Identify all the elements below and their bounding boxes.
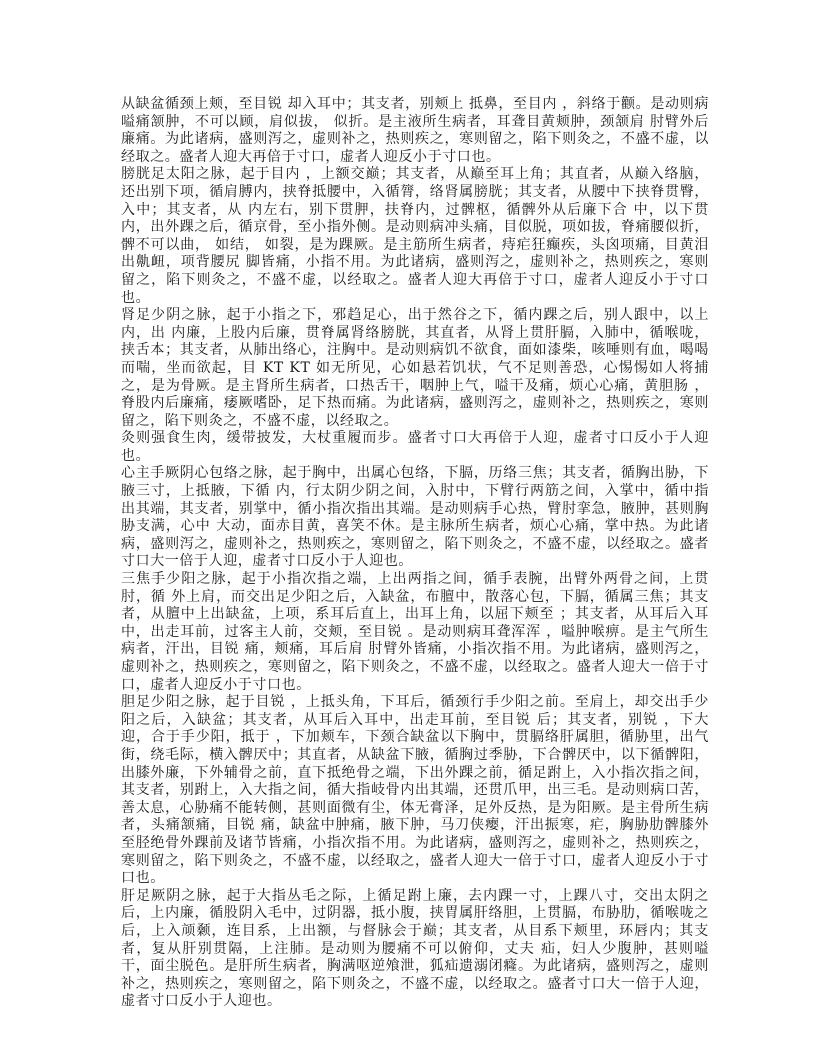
- paragraph-kidney-meridian: 肾足少阴之脉，起于小指之下，邪趋足心，出于然谷之下，循内踝之后，别人跟中，以上 内，出 内廉，上股内后廉，贯脊属肾络膀胱，其直者，从肾上贯肝膈，入肺中，循喉咙，挟舌本；其支者，从肺出络心，注胸中。是动则病饥不欲食，面如漆柴，咳唾则有血，喝喝而喘，坐而欲起，目 KT KT 如无所见，心如悬若饥状，气不足则善恐，心惕惕如人将捕之，是为骨厥。是主肾所生病者，口热舌干，咽肿上气，嗌干及痛，烦心心痛，黄胆肠 ，脊股内后廉痛，痿厥嗜卧，足下热而痛。为此诸病，盛则泻之，虚则补之，热则疾之，寒则留之，陷下则灸之，不盛不虚，以经取之。: [121, 307, 709, 429]
- document-page: [121, 96, 709, 1011]
- paragraph-pericardium-meridian: 心主手厥阴心包络之脉，起于胸中，出属心包络，下膈，历络三焦；其支者，循胸出胁，下腋三寸，上抵腋，下循 内，行太阴少阴之间，入肘中，下臂行两筋之间，入掌中，循中指出其端，其支者，别掌中，循小指次指出其端。是动则病手心热，臂肘挛急，腋肿，甚则胸胁支满，心中 大动，面赤目黄，喜笑不休。是主脉所生病者，烦心心痛，掌中热。为此诸病，盛则泻之，虚则补之，热则疾之，寒则留之，陷下则灸之，不盛不虚，以经取之。盛者寸口大一倍于人迎，虚者寸口反小于人迎也。: [121, 465, 709, 570]
- paragraph-bladder-meridian: 膀胱足太阳之脉，起于目内 ，上额交巅；其支者，从巅至耳上角；其直者，从巅入络脑，还出别下项，循肩膊内，挟脊抵腰中，入循膂，络肾属膀胱；其支者，从腰中下挟脊贯臀，入中；其支者，从 内左右，别下贯胛，扶脊内，过髀枢，循髀外从后廉下合 中，以下贯 内，出外踝之后，循京骨，至小指外侧。是动则病冲头痛，目似脱，项如拔，脊痛腰似折，髀不可以曲， 如结， 如裂，是为踝厥。是主筋所生病者，痔疟狂癫疾，头囟项痛，目黄泪出鼽衄，项背腰尻 脚皆痛，小指不用。为此诸病，盛则泻之，虚则补之，热则疾之，寒则留之，陷下则灸之，不盛不虚，以经取之。盛者人迎大再倍于寸口，虚者人迎反小于寸口也。: [121, 166, 709, 306]
- paragraph-small-intestine-meridian: 从缺盆循颈上颊，至目锐 却入耳中；其支者，别颊上 抵鼻，至目内 ，斜络于颧。是动则病嗌痛颔肿，不可以顾，肩似拔， 似折。是主液所生病者，耳聋目黄颊肿，颈颔肩 肘臂外后廉痛。为此诸病，盛则泻之，虚则补之，热则疾之，寒则留之，陷下则灸之，不盛不虚，以经取之。盛者人迎大再倍于寸口，虚者人迎反小于寸口也。: [121, 96, 709, 165]
- paragraph-gallbladder-meridian: 胆足少阳之脉，起于目锐 ，上抵头角，下耳后，循颈行手少阳之前。至肩上，却交出手少阳之后，入缺盆；其支者，从耳后入耳中，出走耳前，至目锐 后；其支者，别锐 ，下大迎，合于手少阳，抵于 ，下加颊车，下颈合缺盆以下胸中，贯膈络肝属胆，循胁里，出气街，绕毛际，横入髀厌中；其直者，从缺盆下腋，循胸过季胁，下合髀厌中，以下循髀阳，出膝外廉，下外辅骨之前，直下抵绝骨之端，下出外踝之前，循足跗上，入小指次指之间，其支者，别跗上，入大指之间，循大指岐骨内出其端，还贯爪甲，出三毛。是动则病口苦，善太息，心胁痛不能转侧，甚则面微有尘，体无膏泽，足外反热，是为阳厥。是主骨所生病者，头痛颔痛，目锐 痛，缺盆中肿痛，腋下肿，马刀侠瘿，汗出振寒，疟，胸胁肋髀膝外至胫绝骨外踝前及诸节皆痛，小指次指不用。为此诸病，盛则泻之，虚则补之，热则疾之，寒则留之，陷下则灸之，不盛不虚，以经取之，盛者人迎大一倍于寸口，虚者人迎反小于寸口也。: [121, 694, 709, 887]
- paragraph-triple-burner-meridian: 三焦手少阳之脉，起于小指次指之端，上出两指之间，循手表腕，出臂外两骨之间，上贯肘，循 外上肩，而交出足少阳之后，入缺盆，布膻中，散落心包，下膈，循属三焦；其支者，从膻中上出缺盆，上项，系耳后直上，出耳上角，以屈下颊至 ；其支者，从耳后入耳中，出走耳前，过客主人前，交颊，至目锐 。是动则病耳聋浑浑 ，嗌肿喉痹。是主气所生病者，汗出，目锐 痛，颊痛，耳后肩 肘臂外皆痛，小指次指不用。为此诸病，盛则泻之，虚则补之，热则疾之，寒则留之，陷下则灸之，不盛不虚，以经取之。盛者人迎大一倍于寸口，虚者人迎反小于寸口也。: [121, 571, 709, 693]
- paragraph-liver-meridian: 肝足厥阴之脉，起于大指丛毛之际，上循足跗上廉，去内踝一寸，上踝八寸，交出太阴之后，上内廉，循股阴入毛中，过阴器，抵小腹，挟胃属肝络胆，上贯膈，布胁肋，循喉咙之后，上入颃颡，连目系，上出额，与督脉会于巅；其支者，从目系下颊里，环唇内；其支者，复从肝别贯隔，上注肺。是动则为腰痛不可以俯仰，丈夫 疝，妇人少腹肿，甚则嗌干，面尘脱色。是肝所生病者，胸满呕逆飧泄，狐疝遗溺闭癃。为此诸病，盛则泻之，虚则补之，热则疾之，寒则留之，陷下则灸之，不盛不虚，以经取之。盛者寸口大一倍于人迎，虚者寸口反小于人迎也。: [121, 887, 709, 1010]
- paragraph-kidney-moxibustion: 灸则强食生肉，缓带披发，大杖重履而步。盛者寸口大再倍于人迎，虚者寸口反小于人迎也。: [121, 430, 709, 464]
